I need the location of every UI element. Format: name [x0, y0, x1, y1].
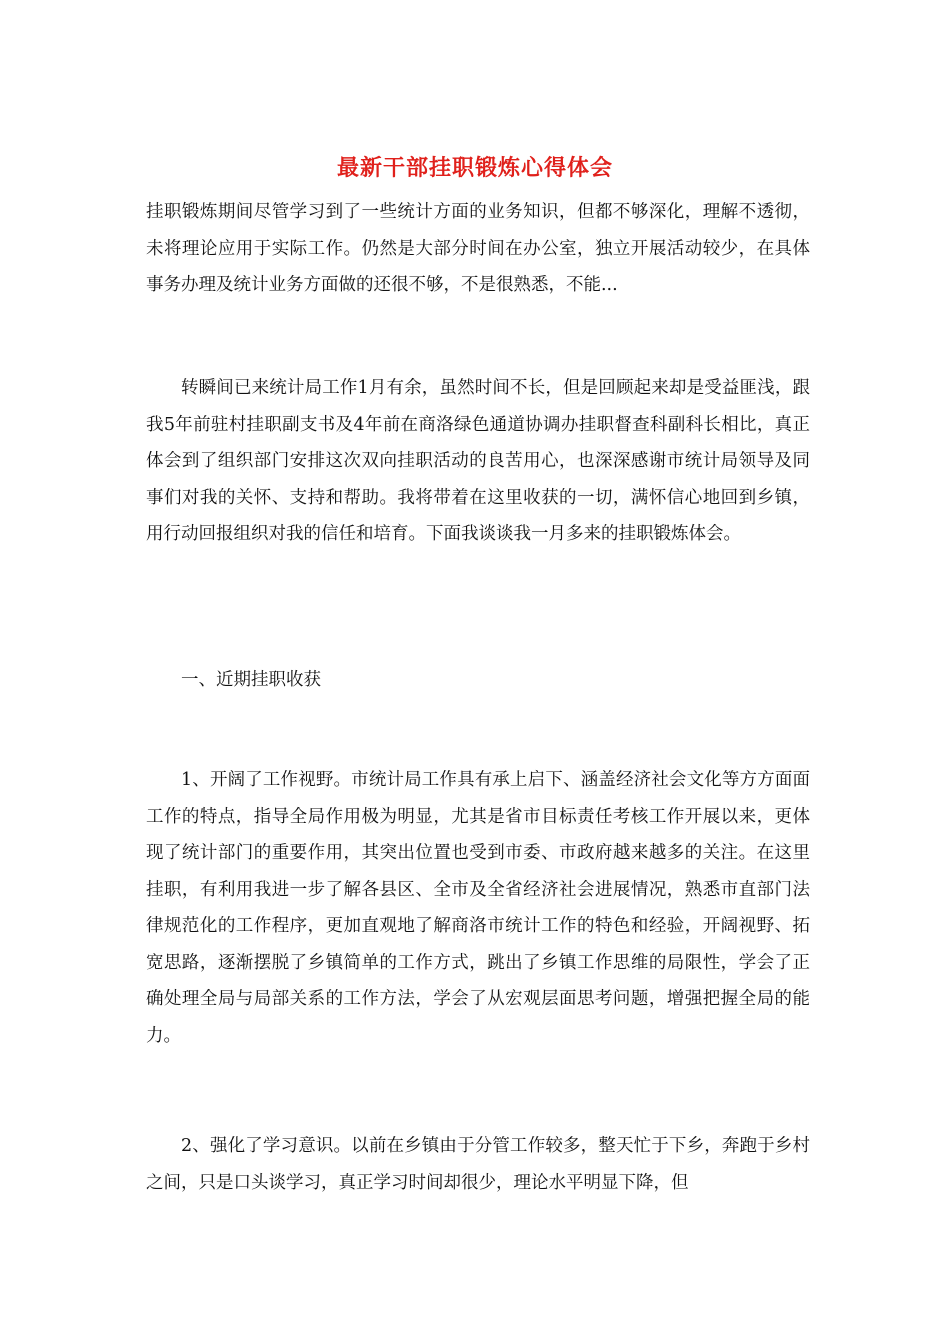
section-heading-1: 一、近期挂职收获	[181, 670, 321, 690]
lead-paragraph: 挂职锻炼期间尽管学习到了一些统计方面的业务知识，但都不够深化，理解不透彻，未将理论应用于实际工作。仍然是大部分时间在办公室，独立开展活动较少，在具体事务办理及统计业务方面做的还很不够，不是很熟悉，不能...	[146, 202, 810, 295]
document-title: 最新干部挂职锻炼心得体会	[336, 155, 613, 181]
body-paragraph-2: 1、开阔了工作视野。市统计局工作具有承上启下、涵盖经济社会文化等方方面面工作的特点，指导全局作用极为明显，尤其是省市目标责任考核工作开展以来，更体现了统计部门的重要作用，其突出位置也受到市委、市政府越来越多的关注。在这里挂职，有利用我进一步了解各县区、全市及全省经济社会进展情况，熟悉市直部门法律规范化的工作程序，更加直观地了解商洛市统计工作的特色和经验，开阔视野、拓宽思路，逐渐摆脱了乡镇简单的工作方式，跳出了乡镇工作思维的局限性，学会了正确处理全局与局部关系的工作方法，学会了从宏观层面思考问题，增强把握全局的能力。	[146, 770, 810, 1046]
body-paragraph-1: 转瞬间已来统计局工作1月有余，虽然时间不长，但是回顾起来却是受益匪浅，跟我5年前驻村挂职副支书及4年前在商洛绿色通道协调办挂职督查科副科长相比，真正体会到了组织部门安排这次双向挂职活动的良苦用心，也深深感谢市统计局领导及同事们对我的关怀、支持和帮助。我将带着在这里收获的一切，满怀信心地回到乡镇，用行动回报组织对我的信任和培育。下面我谈谈我一月多来的挂职锻炼体会。	[146, 378, 810, 544]
body-paragraph-3: 2、强化了学习意识。以前在乡镇由于分管工作较多，整天忙于下乡，奔跑于乡村之间，只是口头谈学习，真正学习时间却很少，理论水平明显下降，但	[146, 1136, 810, 1193]
